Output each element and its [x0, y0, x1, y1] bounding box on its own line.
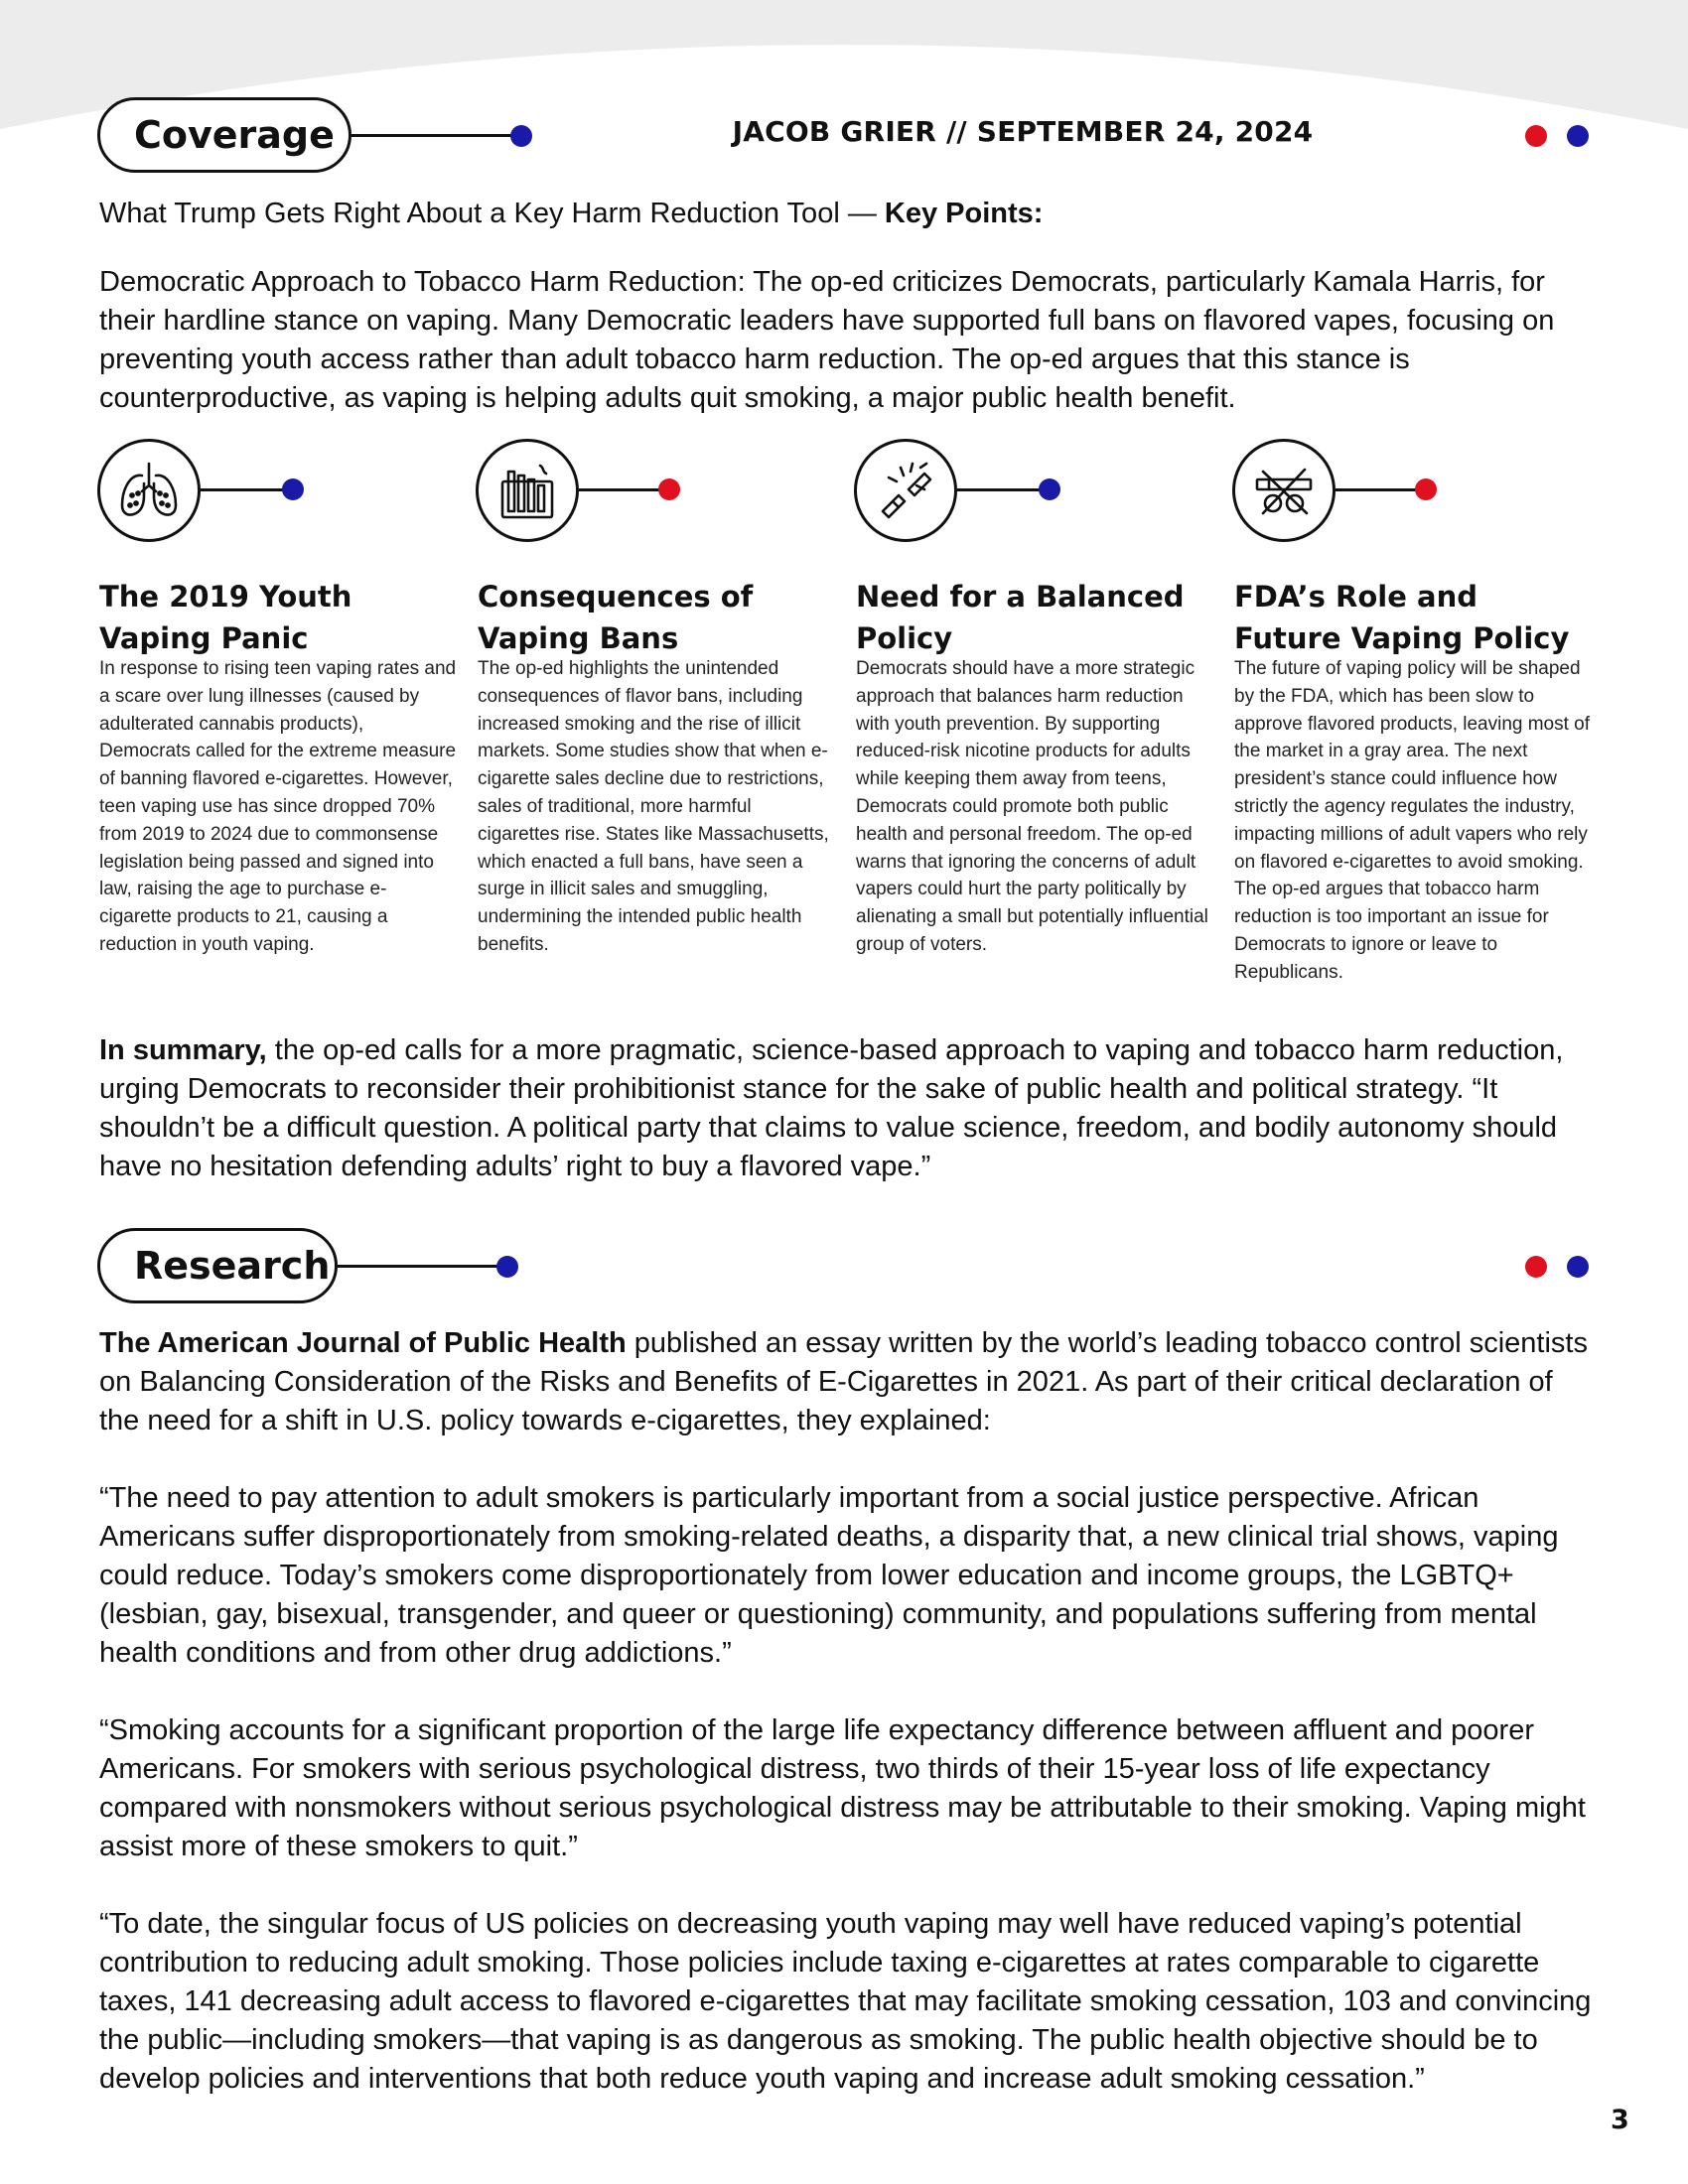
column-3-dot	[1039, 478, 1060, 500]
column-4-body: The future of vaping policy will be shaped by the FDA, which has been slow to approve flavored products, leaving most of the market in a gray area. The next president’s stance could influence how strictly the agency regulates the industry, impacting millions of adult vapers who rely on flavored e-cigarettes to avoid smoking. The op-ed argues that tobacco harm reduction is too important an issue for Democrats to ignore or leave to Republicans.	[1234, 658, 1591, 983]
column-2-connector	[579, 488, 668, 491]
page-number: 3	[1611, 2105, 1629, 2135]
research-connector-dot	[496, 1256, 518, 1278]
coverage-badge-label: Coverage	[134, 113, 335, 157]
accent-dot-blue	[1567, 125, 1589, 147]
research-intro	[99, 1324, 1599, 1440]
no-smoking-icon	[1232, 439, 1336, 542]
research-connector	[338, 1265, 506, 1268]
summary-text: the op-ed calls for a more pragmatic, science-based approach to vaping and tobacco harm reduction, urging Democrats to reconsider their prohibitionist stance for the sake of public health and political strategy. “It shouldn’t be a difficult question. A political party that claims to value science, freedom, and bodily autonomy should have no hesitation defending adults’ right to buy a flavored vape.”	[99, 1034, 1564, 1182]
coverage-summary	[99, 1031, 1599, 1186]
broken-cigarette-icon	[854, 439, 957, 542]
column-4-title: FDA’s Role and Future Vaping Policy	[1234, 580, 1570, 655]
lungs-icon	[97, 439, 201, 542]
research-accent-dot-blue	[1567, 1256, 1589, 1278]
column-1-body: In response to rising teen vaping rates and a scare over lung illnesses (caused by adulterated cannabis products), Democrats called for the extreme measure of banning flavored e-cigarettes. However, teen vaping use has since dropped 70% from 2019 to 2024 due to commonsense legislation being passed and signed into law, raising the age to purchase e-cigarette products to 21, causing a reduction in youth vaping.	[99, 658, 457, 955]
accent-dot-red	[1525, 125, 1547, 147]
coverage-connector	[352, 134, 520, 137]
column-3-title: Need for a Balanced Policy	[856, 580, 1185, 655]
coverage-headline	[99, 195, 1599, 233]
coverage-badge	[97, 97, 352, 173]
research-intro-text: published an essay written by the world’s leading tobacco control scientists on Balancing Consideration of the Risks and Benefits of E-Cigarettes in 2021. As part of their critical declaration of the need for a shift in U.S. policy towards e-cigarettes, they explained:	[99, 1327, 1588, 1436]
research-badge	[97, 1228, 338, 1303]
journal-name: The American Journal of Public Health	[99, 1327, 627, 1359]
summary-lead: In summary,	[99, 1034, 267, 1066]
column-4-dot	[1415, 478, 1437, 500]
research-accent-dot-red	[1525, 1256, 1547, 1278]
coverage-intro: Democratic Approach to Tobacco Harm Reduction: The op-ed criticizes Democrats, particularly Kamala Harris, for their hardline stance on vaping. Many Democratic leaders have supported full bans on flavored vapes, focusing on preventing youth access rather than adult tobacco harm reduction. The op-ed argues that this stance is counterproductive, as vaping is helping adults quit smoking, a major public health benefit.	[99, 266, 1555, 414]
research-quote-1: “The need to pay attention to adult smokers is particularly important from a social justice perspective. African Americans suffer disproportionately from smoking-related deaths, a disparity that, a new clinical trial shows, vaping could reduce. Today’s smokers come disproportionately from lower education and income groups, the LGBTQ+ (lesbian, gay, bisexual, transgender, and queer or questioning) community, and populations suffering from mental health conditions and from other drug addictions.”	[99, 1482, 1559, 1669]
column-1-connector	[201, 488, 292, 491]
research-quote-2: “Smoking accounts for a significant proportion of the large life expectancy difference between affluent and poorer Americans. For smokers with serious psychological distress, two thirds of their 15-year loss of life expectancy compared with nonsmokers without serious psychological distress may be attributable to their smoking. Vaping might assist more of these smokers to quit.”	[99, 1714, 1586, 1862]
column-2-body: The op-ed highlights the unintended consequences of flavor bans, including increased smoking and the rise of illicit markets. Some studies show that when e-cigarette sales decline due to restrictions, sales of traditional, more harmful cigarettes rise. States like Massachusetts, which enacted a full bans, have seen a surge in illicit sales and smuggling, undermining the intended public health benefits.	[478, 658, 829, 955]
cigarette-pack-icon	[476, 439, 579, 542]
column-1-title: The 2019 Youth Vaping Panic	[99, 580, 352, 655]
headline-text: What Trump Gets Right About a Key Harm Reduction Tool —	[99, 198, 877, 229]
column-3-connector	[957, 488, 1049, 491]
headline-key-points: Key Points:	[884, 198, 1044, 229]
column-2-dot	[658, 478, 680, 500]
coverage-connector-dot	[510, 125, 532, 147]
column-2-title: Consequences of Vaping Bans	[478, 580, 754, 655]
research-badge-label: Research	[134, 1244, 331, 1288]
column-3-body: Democrats should have a more strategic approach that balances harm reduction with youth prevention. By supporting reduced-risk nicotine products for adults while keeping them away from teens, Democrats could promote both public health and personal freedom. The op-ed warns that ignoring the concerns of adult vapers could hurt the party politically by alienating a small but potentially influential group of voters.	[856, 658, 1208, 955]
column-4-connector	[1336, 488, 1425, 491]
byline: JACOB GRIER // SEPTEMBER 24, 2024	[732, 115, 1314, 148]
column-1-dot	[282, 478, 304, 500]
research-quote-3: “To date, the singular focus of US policies on decreasing youth vaping may well have reduced vaping’s potential contribution to reducing adult smoking. Those policies include taxing e-cigarettes at rates comparable to cigarette taxes, 141 decreasing adult access to flavored e-cigarettes that may facilitate smoking cessation, 103 and convincing the public—including smokers—that vaping is as dangerous as smoking. The public health objective should be to develop policies and interventions that both reduce youth vaping and increase adult smoking cessation.”	[99, 1908, 1592, 2095]
